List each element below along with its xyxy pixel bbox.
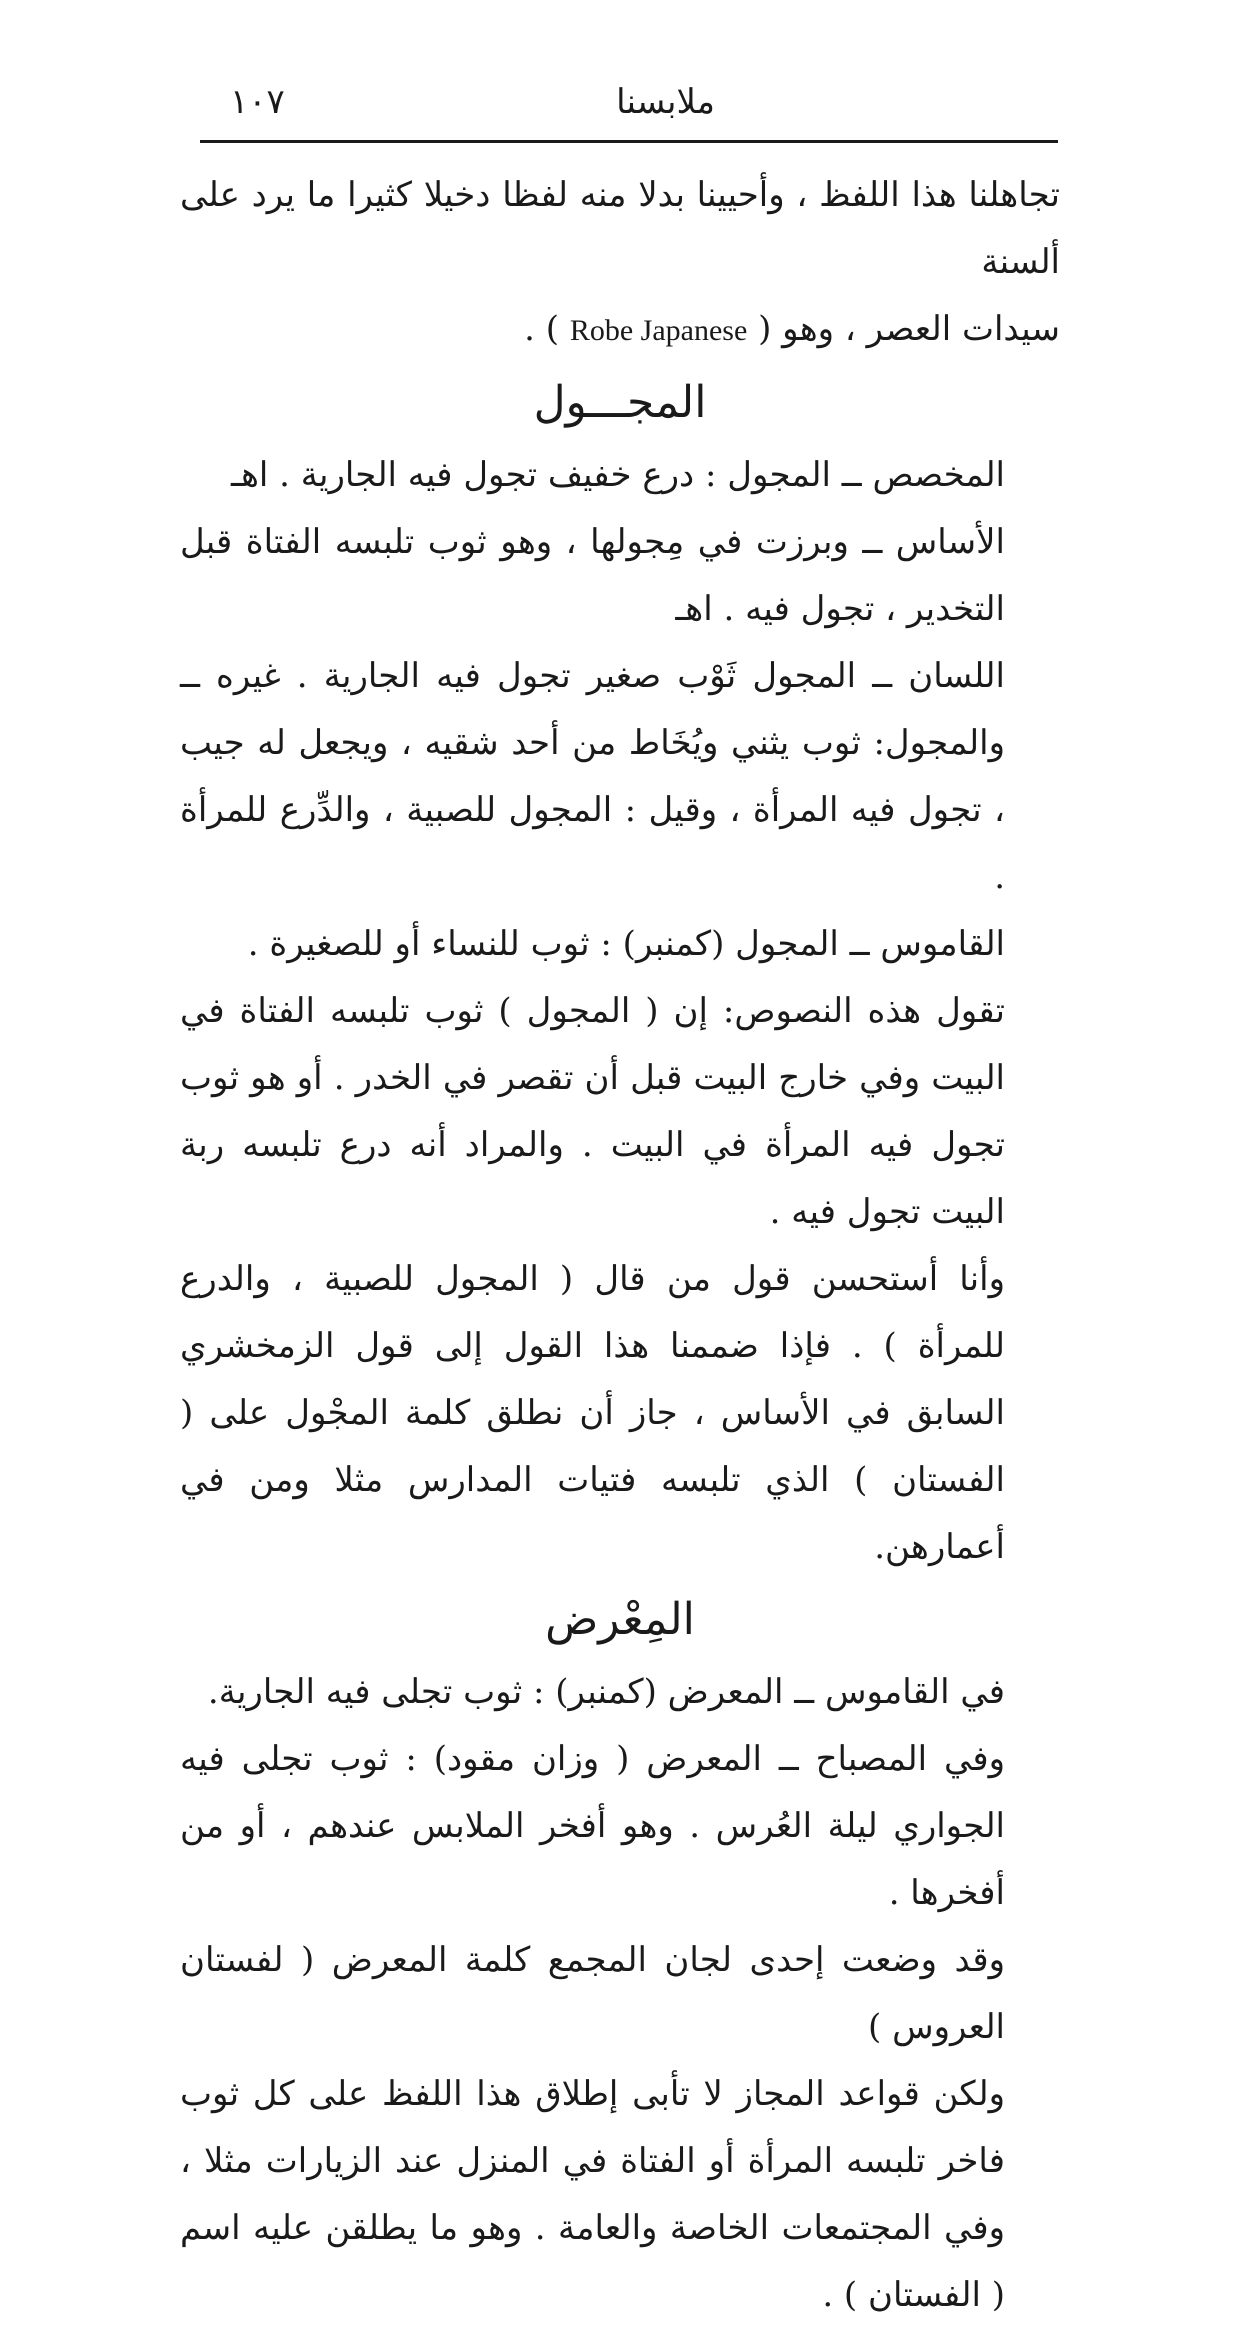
paragraph: في القاموس ــ المعرض (كمنبر) : ثوب تجلى فيه الجارية. (207, 1672, 1005, 1712)
intro-line-1: تجاهلنا هذا اللفظ ، وأحيينا بدلا منه لفظا دخيلا كثيرا ما يرد على ألسنة (180, 175, 1060, 282)
paragraph: وفي المصباح ــ المعرض ( وزان مقود) : ثوب تجلى فيه الجواري ليلة العُرس . وهو أفخر الملابس عندهم ، أو من أفخرها . (180, 1739, 1005, 1913)
header-rule (200, 140, 1058, 143)
paragraph: المخصص ــ المجول : درع خفيف تجول فيه الجارية . اهـ (231, 455, 1005, 495)
intro-line-2-end: ) . (524, 309, 560, 349)
paragraph: الأساس ــ وبرزت في مِجولها ، وهو ثوب تلبسه الفتاة قبل التخدير ، تجول فيه . اهـ (180, 522, 1005, 629)
paragraph: ولكن قواعد المجاز لا تأبى إطلاق هذا اللفظ على كل ثوب فاخر تلبسه المرأة أو الفتاة في المنزل عند الزيارات مثلا ، وفي المجتمعات الخاصة والعامة . وهو ما يطلقن عليه اسم ( الفستان ) . (180, 2074, 1005, 2315)
running-title: ملابسنا (616, 82, 715, 122)
page-number: ١٠٧ (230, 82, 285, 122)
paragraph: اللسان ــ المجول ثَوْب صغير تجول فيه الجارية . غيره ــ والمجول: ثوب يثني ويُخَاط من أحد شقيه ، ويجعل له جيب ، تجول فيه المرأة ، وقيل : المجول للصبية ، والدِّرع للمرأة . (180, 656, 1005, 897)
latin-term: Robe Japanese (569, 314, 748, 347)
intro-line-2 (180, 296, 1060, 364)
paragraph: وقد وضعت إحدى لجان المجمع كلمة المعرض ( لفستان العروس ) (180, 1940, 1005, 2047)
running-header (200, 82, 1060, 132)
paragraph: وأنا أستحسن قول من قال ( المجول للصبية ، والدرع للمرأة ) . فإذا ضممنا هذا القول إلى قول الزمخشري السابق في الأساس ، جاز أن نطلق كلمة المجْول على ( الفستان ) الذي تلبسه فتيات المدارس مثلا ومن في أعمارهن. (180, 1259, 1005, 1567)
paragraph: القاموس ــ المجول (كمنبر) : ثوب للنساء أو للصغيرة . (247, 924, 1005, 964)
section-heading-miirad: المِعْرض (545, 1594, 695, 1645)
paragraph: تقول هذه النصوص: إن ( المجول ) ثوب تلبسه الفتاة في البيت وفي خارج البيت قبل أن تقصر في الخدر . أو هو ثوب تجول فيه المرأة في البيت . والمراد أنه درع تلبسه ربة البيت تجول فيه . (180, 991, 1005, 1232)
section-heading-mijwal: المجـــول (533, 377, 707, 428)
body-text (180, 162, 1060, 2329)
intro-line-2-text: سيدات العصر ، وهو ( (758, 309, 1060, 349)
